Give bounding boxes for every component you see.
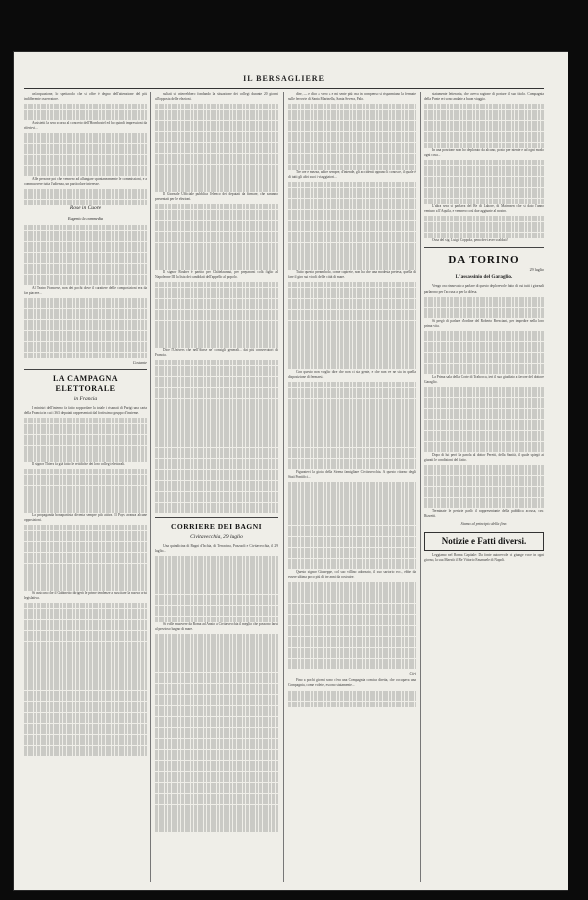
section-title: CORRIERE DEI BAGNI xyxy=(170,522,263,532)
article-paragraph: La Prima sala della Corte di Trabocca, ieri il suo giudizio a favore del dottore Garaglio. xyxy=(424,374,544,384)
article-paragraph: Questo signor Giuseppe, col suo villino adornato, il suo sartorio ecc., ebbe da essere ultima poco più di tre anni da costruire. xyxy=(288,569,416,579)
column-4 xyxy=(424,92,544,882)
article-paragraph: Con questo non voglio dire che non ci sia gente, e che non ve ne sia in quella disposizione di fermarsi. xyxy=(288,369,416,379)
signature: Ciri xyxy=(409,671,416,677)
article-paragraph: statamente letteraria, che aveva ragione di portare il suo titolo. Compagnia della Ponte eri sono andate a buon viaggio. xyxy=(424,92,544,102)
article-paragraph: Assistetti la sera scorsa al concerto dell'Hornbostel ed ho quindi impressioni da riferirvi... xyxy=(24,120,147,130)
caption-italic: Rose in Cuore xyxy=(69,205,102,212)
news-section-title: Notizie e Fatti diversi. xyxy=(424,532,544,551)
article-paragraph: sultati si otterrebbero fondando la situazione dei collegi durante 20 giorni all'opposta delle elezioni. xyxy=(155,92,278,102)
article-paragraph: Ossa del sig. Luigi Coppola, pena devi aver scaldati! xyxy=(432,238,508,243)
article-paragraph: dire, — e dico « vero » e mi sente più: ma in compenso si risparmiano la fermate sulle ferrovie di Santa Marinella, Santa Severa, Palo. xyxy=(288,92,416,102)
article-paragraph: Tutto questo preambolo, come capirete, non ha che una modesta pretesa, quella di fare il giro sui vicoli delle città di mare. xyxy=(288,269,416,280)
section-title: DA TORINO xyxy=(448,254,520,267)
article-paragraph: Dice l'Univers che nell'Ainse ne' consigli generali... dai più conservatori di Francia. xyxy=(155,347,278,358)
section-divider xyxy=(24,369,147,370)
section-title: LA CAMPAGNA ELETTORALE xyxy=(52,373,119,393)
article-paragraph: Leggiamo nel Roma Capitale: Da fonte autorevole ci giunge voce in ogni giorno, la sua Maestà il Re Vittorio Emanuele di Napoli. xyxy=(424,552,544,563)
article-paragraph: Alle persone poi che vennero ad allungare spontaneamente le commissioni, e a commuovere tutta l'udienza, un particolare interesse. xyxy=(24,176,147,186)
right-black-border xyxy=(568,0,588,900)
article-paragraph: Dopo di lui però la parola al dottor Peretti, della Sanità, il quale spiegò ai giurati le condizioni del fatto. xyxy=(424,452,544,462)
article-paragraph: Tre ore e mezza, adire sempre, d'intende, gli accidenti ognuno li conosce, il quale è di tutti gli altri suoi i viaggiatori... xyxy=(288,170,416,180)
article-paragraph: Figuratevi la gioia della Sirena famigliare Civitavecchia. A questo ritorno degli Stati Pontifici... xyxy=(288,469,416,479)
closing-line: Siamo al principio della fine. xyxy=(460,520,508,526)
article-paragraph: Si volle muovere da Roma ad Anzio a Civitavecchia il meglio che possono farsi al prezioso bagno di mare. xyxy=(155,622,278,632)
column-2 xyxy=(155,92,278,882)
article-paragraph: La propaganda bonapartista diventa sempre più attiva. Il Pays avanza alcune opposizioni. xyxy=(24,512,147,523)
article-paragraph: Al Teatro Francese, non dei pochi dove il carattere delle composizioni era da far piacere... xyxy=(24,285,147,295)
article-paragraph: Vengo ora rinnovato a parlare di questo deplorevole fatto di cui tutti i giornali parlarono per l'accusa a per la difesa. xyxy=(424,284,544,294)
article-paragraph: In una porzione non ho deplorato da alcuno, posto per niente e ad ogni modo ogni cosa... xyxy=(424,148,544,158)
article-paragraph: Terminate le perizie parlò il rappresentante della pubblica accusa, cav. Rizzetti. xyxy=(424,508,544,518)
column-rule-1 xyxy=(150,92,151,882)
column-1 xyxy=(24,92,147,882)
article-paragraph: Una quindicina di Bagni d'Ischia, di Terracina, Pozzuoli e Civitavecchia, il 29 luglio... xyxy=(155,544,278,554)
article-paragraph: Si assicura che il Gabinetto dirigerà le prime tendenze a suscitare la nuova crisi legislativa. xyxy=(24,590,147,601)
section-divider xyxy=(155,517,278,518)
article-paragraph: un'acquazione, lo spettacolo che si offre è degno dell'attenzione del più indifferente osservatore. xyxy=(24,92,147,102)
section-divider xyxy=(424,247,544,248)
section-subtitle: in Francia xyxy=(73,395,98,402)
article-paragraph: Fino a pochi giorni sono c'era una Compagnia comica diretta, che occupava una Compagnia, come volete, escono statamente... xyxy=(288,678,416,688)
article-paragraph: Il Giornale Ufficiale pubblica l'elenco dei deputati da firmare, che saranno presentati per le elezioni. xyxy=(155,191,278,202)
column-rule-2 xyxy=(283,92,284,882)
section-subtitle: Civitavecchia, 29 luglio xyxy=(190,534,243,541)
column-rule-3 xyxy=(420,92,421,882)
article-paragraph: Si pregò di parlare d'ordine del Roberto Bresciani, per impedire nella loro prima vita. xyxy=(424,318,544,328)
signature: Costante xyxy=(132,359,147,365)
article-paragraph: Il signor Thiers fa già fatto le rettifiche dei loro collegi elettorali. xyxy=(32,461,126,466)
column-3 xyxy=(288,92,416,882)
dateline: 29 luglio xyxy=(529,267,544,273)
article-paragraph: Il signor Rouher è partito per Châtelauraut, per prepararsi colà figlio al Napoleone III la lista dei candidati dell'appello al popolo. xyxy=(155,269,278,280)
masthead-title: IL BERSAGLIERE xyxy=(243,74,325,83)
top-black-border xyxy=(0,0,588,52)
subsection-title: L'assassinio del Garaglio. xyxy=(455,274,513,281)
caption-sub: Eugenio la commedia xyxy=(68,216,103,222)
article-paragraph: I ministri dell'interno fa fatto soppordare la totale i risanati di Parigi una carta della Francia in cui i 363 deputati rappresentati dal fortissimo gruppo d'insieme. xyxy=(24,405,147,415)
article-paragraph: L'altra sera si parlava del Re di Lahore, di Mairnsen che si dato l'anno venturo a ll'Aquila, e vennero così due aggiunte al nostro. xyxy=(424,204,544,214)
masthead-bar xyxy=(24,74,544,89)
